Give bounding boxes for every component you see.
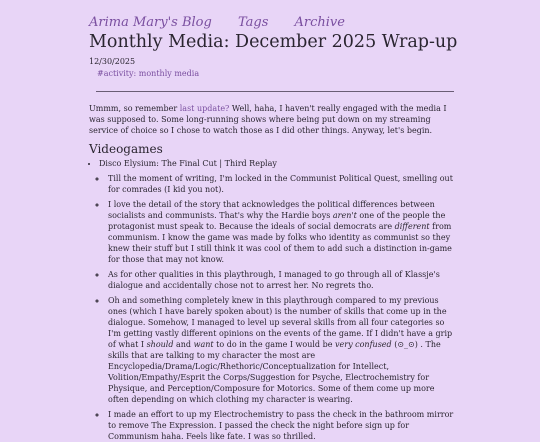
notes-list (99, 173, 454, 442)
note-item (107, 295, 454, 405)
divider (96, 91, 454, 92)
archive-link[interactable]: Archive (294, 15, 345, 30)
blog-home-link[interactable]: Arima Mary's Blog (89, 15, 212, 30)
top-nav (89, 14, 449, 32)
post-tag[interactable]: #activity: monthly media (97, 69, 200, 78)
note-text: As for other qualities in this playthrough, I managed to go through all of Klassje's dialogue and accidentally chose not to arrest her. No regrets tho. (108, 270, 440, 290)
intro-paragraph (89, 103, 447, 136)
game-list (89, 158, 454, 442)
post-title: Monthly Media: December 2025 Wrap-up (89, 32, 458, 52)
note-text: I made an effort to up my Electrochemistry to pass the check in the bathroom mirror to remove The Expression. I passed the check the night before sign up for Communism haha. Feels like fate. I was so thrilled. (108, 410, 454, 441)
intro-text-before: Ummm, so remember (89, 104, 180, 113)
post-body (89, 103, 454, 442)
note-item (107, 199, 454, 265)
note-text: to do in the game I would be (213, 340, 335, 349)
section-heading: Videogames (89, 142, 163, 156)
note-text: (⊙_⊙) . The skills that are talking to my character the most are Encyclopedia/Drama/Logic/Rhethoric/Conceptualization for Intellect, Volition/Empathy/Esprit the Corps/Suggestion for Psyche, Electrochemistry for Physique, and Perception/Composure for Motorics. Some of them come up more often depending on which clothing my character is wearing. (108, 340, 441, 404)
note-text: from communism. I know the game was made by folks who identity as communist so they knew their stuff but I still think it was cool of them to add such a distinction in-game for those that may not know. (108, 222, 452, 264)
game-title: Disco Elysium: The Final Cut | Third Replay (99, 159, 277, 168)
note-item (107, 269, 454, 291)
note-item (107, 173, 454, 195)
note-emphasis: different (394, 222, 430, 231)
note-text: I love the detail of the story that acknowledges the political differences between socialists and communists. That's why the Hardie boys (108, 200, 435, 220)
post-date: 12/30/2025 (89, 57, 136, 66)
note-emphasis: very confused (334, 340, 392, 349)
note-text: one of the people the protagonist must speak to. Because the ideals of social democrats are (108, 211, 446, 231)
last-update-link[interactable]: last update? (179, 104, 230, 113)
game-item (99, 158, 454, 442)
note-emphasis: aren't (332, 211, 357, 220)
note-text: and (173, 340, 194, 349)
tags-link[interactable]: Tags (237, 15, 269, 30)
note-text: Oh and something completely knew in this playthrough compared to my previous ones (which I have barely spoken about) is the number of skills that come up in the dialogue. Somehow, I managed to level up several skills from all four categories so I'm getting vastly different opinions on the events of the game. If I didn't have a grip of what I (108, 296, 453, 349)
intro-text-after: Well, haha, I haven't really engaged with the media I was supposed to. Some long-running shows where being put down on my streaming service of choice so I chose to watch those as I did other things. Anyway, let's begin. (89, 104, 447, 135)
note-text: Till the moment of writing, I'm locked in the Communist Political Quest, smelling out for comrades (I kid you not). (108, 174, 453, 194)
note-emphasis: want (193, 340, 214, 349)
note-emphasis: should (146, 340, 174, 349)
note-item (107, 409, 454, 442)
